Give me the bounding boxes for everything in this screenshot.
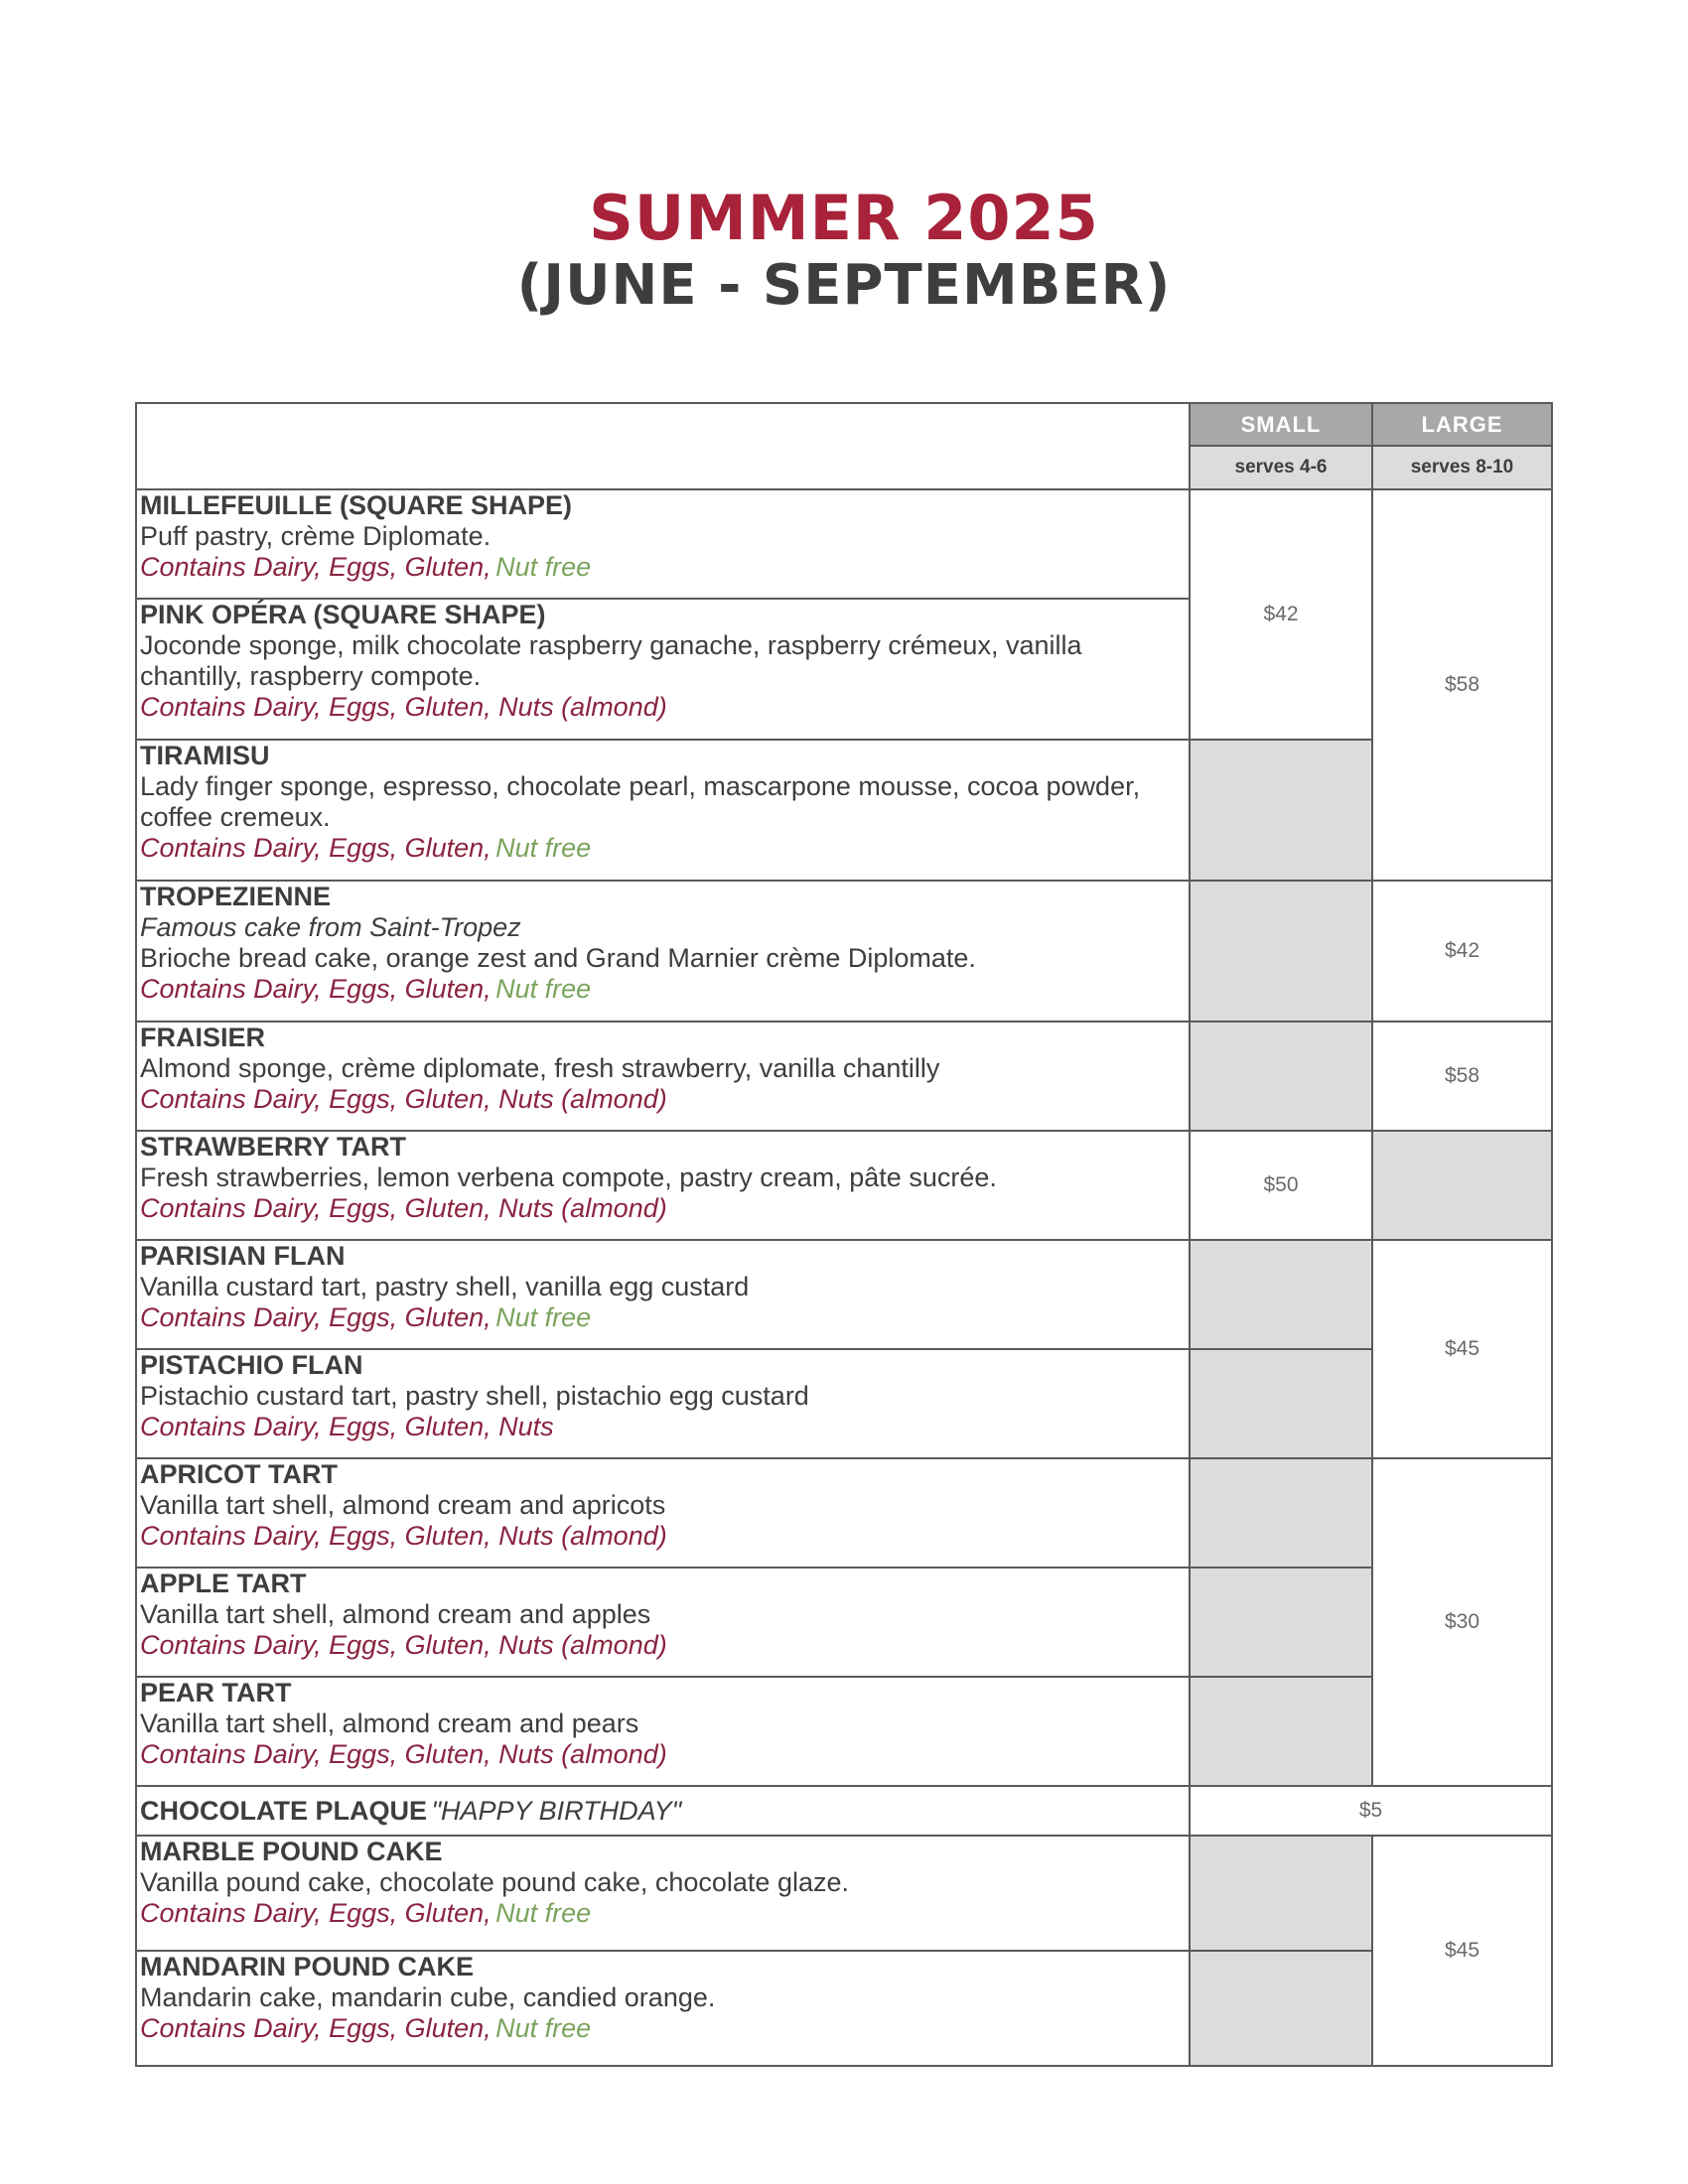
item-subtitle: Famous cake from Saint-Tropez (140, 912, 521, 942)
item-allergens (140, 552, 1187, 583)
empty-price-cell (1190, 1022, 1372, 1131)
menu-item-apricot-tart (136, 1458, 1190, 1568)
item-description: Vanilla tart shell, almond cream and apples (140, 1599, 651, 1629)
empty-price-cell (1190, 1951, 1372, 2066)
menu-item-pear-tart (136, 1677, 1190, 1786)
item-description: Mandarin cake, mandarin cube, candied orange. (140, 1982, 716, 2012)
allergen-text: Contains Dairy, Eggs, Gluten, (140, 833, 492, 863)
header-blank-cell (136, 403, 1190, 489)
item-allergens (140, 2013, 1187, 2044)
item-name: APRICOT TART (140, 1459, 338, 1489)
item-name: MANDARIN POUND CAKE (140, 1952, 474, 1981)
menu-item-tiramisu (136, 740, 1190, 881)
nut-free-text: Nut free (495, 974, 592, 1004)
item-name: STRAWBERRY TART (140, 1132, 406, 1161)
small-column-header: SMALL (1190, 403, 1372, 446)
item-description: Vanilla tart shell, almond cream and apricots (140, 1490, 666, 1520)
menu-item-millefeuille (136, 489, 1190, 599)
price-large: $30 (1372, 1458, 1552, 1786)
item-description: Vanilla tart shell, almond cream and pears (140, 1708, 639, 1738)
allergen-text: Contains Dairy, Eggs, Gluten, Nuts (140, 1412, 554, 1441)
nut-free-text: Nut free (495, 833, 592, 863)
menu-item-mandarin-pound-cake (136, 1951, 1190, 2066)
price-large: $45 (1372, 1836, 1552, 2066)
item-description: Almond sponge, crème diplomate, fresh strawberry, vanilla chantilly (140, 1053, 940, 1083)
empty-price-cell (1190, 1568, 1372, 1677)
nut-free-text: Nut free (495, 1898, 592, 1928)
page-title: SUMMER 2025 (589, 182, 1099, 254)
small-serves-label: serves 4-6 (1190, 446, 1372, 489)
menu-item-parisian-flan (136, 1240, 1190, 1349)
menu-item-marble-pound-cake (136, 1836, 1190, 1951)
item-name: PISTACHIO FLAN (140, 1350, 363, 1380)
price-plaque: $5 (1190, 1786, 1552, 1836)
allergen-text: Contains Dairy, Eggs, Gluten, (140, 1898, 492, 1928)
item-description: Pistachio custard tart, pastry shell, pistachio egg custard (140, 1381, 809, 1411)
item-allergens (140, 1302, 1187, 1333)
item-allergens (140, 833, 1187, 864)
item-allergens (140, 1898, 1187, 1929)
menu-table (135, 402, 1553, 2067)
allergen-text: Contains Dairy, Eggs, Gluten, (140, 2013, 492, 2043)
price-large: $42 (1372, 881, 1552, 1022)
empty-price-cell (1190, 1677, 1372, 1786)
menu-item-strawberry-tart (136, 1131, 1190, 1240)
empty-price-cell (1190, 1349, 1372, 1458)
empty-price-cell (1372, 1131, 1552, 1240)
allergen-text: Contains Dairy, Eggs, Gluten, Nuts (almond) (140, 692, 667, 722)
menu-item-apple-tart (136, 1568, 1190, 1677)
item-description: Vanilla pound cake, chocolate pound cake, chocolate glaze. (140, 1867, 849, 1897)
item-name: MARBLE POUND CAKE (140, 1837, 443, 1866)
item-description: Fresh strawberries, lemon verbena compote, pastry cream, pâte sucrée. (140, 1162, 997, 1192)
large-column-header: LARGE (1372, 403, 1552, 446)
item-description: Joconde sponge, milk chocolate raspberry ganache, raspberry crémeux, vanilla chantilly, raspberry compote. (140, 630, 1082, 691)
item-description: Puff pastry, crème Diplomate. (140, 521, 492, 551)
empty-price-cell (1190, 1458, 1372, 1568)
item-name: CHOCOLATE PLAQUE (140, 1795, 427, 1826)
empty-price-cell (1190, 740, 1372, 881)
item-name: MILLEFEUILLE (SQUARE SHAPE) (140, 490, 573, 520)
nut-free-text: Nut free (495, 1302, 592, 1332)
item-name: TROPEZIENNE (140, 882, 332, 911)
empty-price-cell (1190, 1836, 1372, 1951)
item-name: TIRAMISU (140, 741, 270, 770)
allergen-text: Contains Dairy, Eggs, Gluten, Nuts (almond) (140, 1084, 667, 1114)
item-description: Vanilla custard tart, pastry shell, vanilla egg custard (140, 1272, 750, 1301)
item-subtitle: "HAPPY BIRTHDAY" (431, 1795, 682, 1826)
item-description: Brioche bread cake, orange zest and Grand Marnier crème Diplomate. (140, 943, 976, 973)
empty-price-cell (1190, 881, 1372, 1022)
allergen-text: Contains Dairy, Eggs, Gluten, Nuts (almond) (140, 1521, 667, 1551)
allergen-text: Contains Dairy, Eggs, Gluten, Nuts (almond) (140, 1193, 667, 1223)
item-name: FRAISIER (140, 1023, 266, 1052)
empty-price-cell (1190, 1240, 1372, 1349)
item-name: PARISIAN FLAN (140, 1241, 346, 1271)
nut-free-text: Nut free (495, 552, 592, 582)
nut-free-text: Nut free (495, 2013, 592, 2043)
item-name: PEAR TART (140, 1678, 292, 1707)
item-name: APPLE TART (140, 1569, 307, 1598)
item-description: Lady finger sponge, espresso, chocolate pearl, mascarpone mousse, cocoa powder, coffee cremeux. (140, 771, 1141, 832)
allergen-text: Contains Dairy, Eggs, Gluten, (140, 552, 492, 582)
menu-item-pistachio-flan (136, 1349, 1190, 1458)
allergen-text: Contains Dairy, Eggs, Gluten, (140, 1302, 492, 1332)
price-large: $58 (1372, 1022, 1552, 1131)
menu-item-pink-opera (136, 599, 1190, 740)
item-name: PINK OPÉRA (SQUARE SHAPE) (140, 600, 546, 629)
page-subtitle: (JUNE - SEPTEMBER) (516, 253, 1172, 318)
menu-item-tropezienne (136, 881, 1190, 1022)
price-large: $45 (1372, 1240, 1552, 1458)
menu-item-fraisier (136, 1022, 1190, 1131)
price-large: $58 (1372, 489, 1552, 881)
item-allergens (140, 974, 1187, 1005)
price-small: $50 (1190, 1131, 1372, 1240)
allergen-text: Contains Dairy, Eggs, Gluten, Nuts (almond) (140, 1630, 667, 1660)
menu-item-chocolate-plaque (136, 1786, 1190, 1836)
allergen-text: Contains Dairy, Eggs, Gluten, Nuts (almond) (140, 1739, 667, 1769)
price-small: $42 (1190, 489, 1372, 740)
title-block (0, 184, 1688, 319)
allergen-text: Contains Dairy, Eggs, Gluten, (140, 974, 492, 1004)
large-serves-label: serves 8-10 (1372, 446, 1552, 489)
